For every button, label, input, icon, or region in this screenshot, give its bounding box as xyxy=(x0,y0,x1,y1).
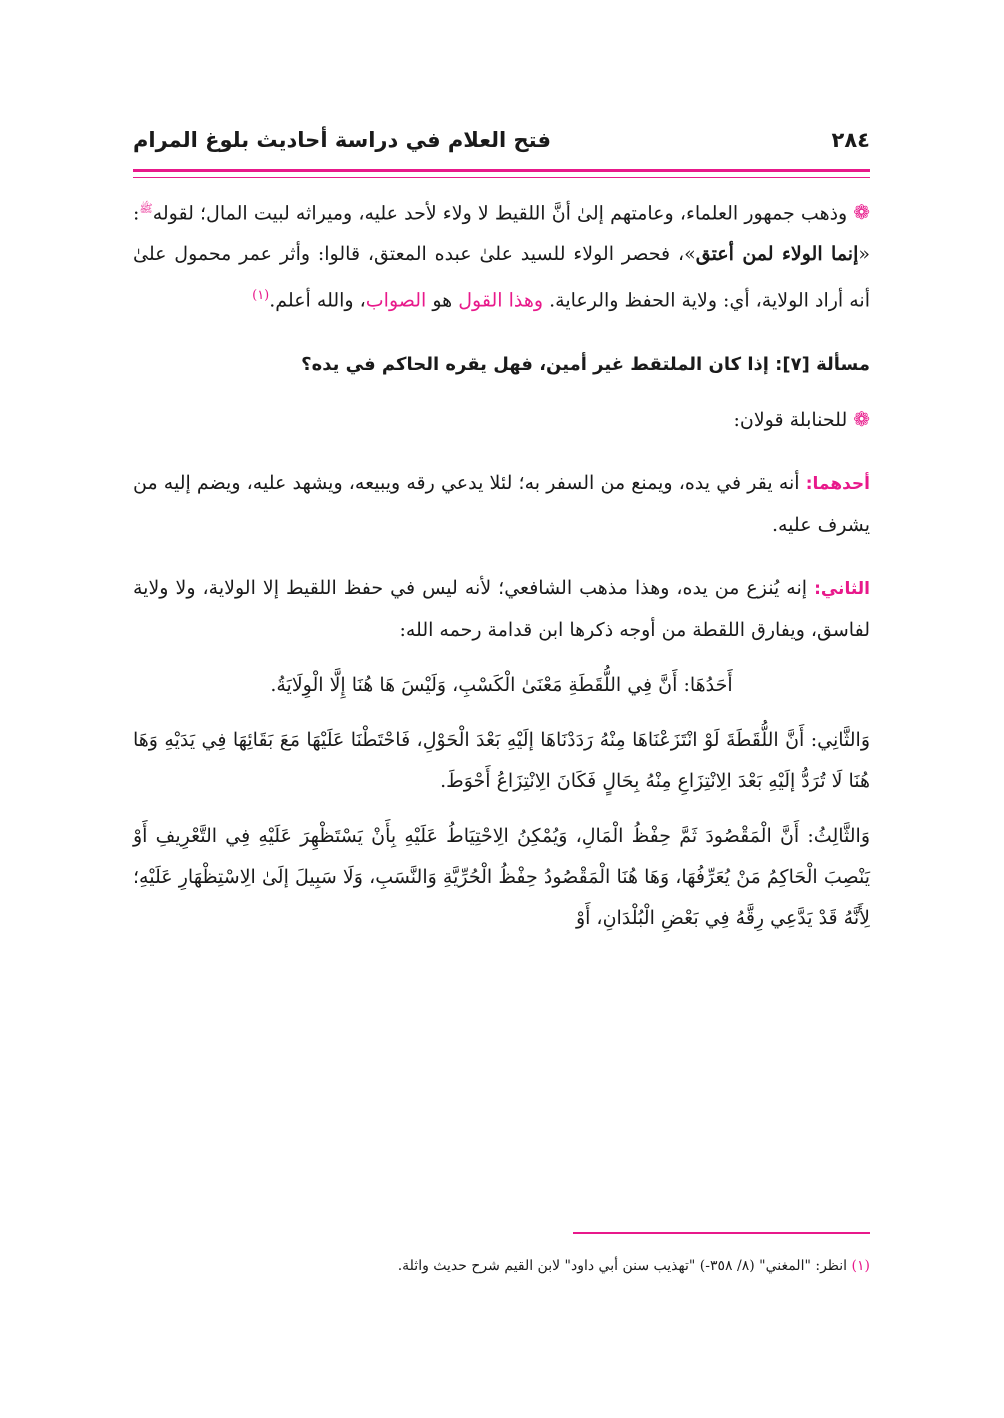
book-title: فتح العلام في دراسة أحاديث بلوغ المرام xyxy=(133,128,551,152)
paragraph-text: ، والله أعلم. xyxy=(269,289,366,312)
hadith-quote: إنما الولاء لمن أعتق xyxy=(695,243,859,266)
header-rule-thin xyxy=(133,177,870,178)
honorific-icon: ﷺ xyxy=(139,202,153,215)
flower-icon: ❁ xyxy=(853,200,870,225)
paragraph-text: للحنابلة قولان: xyxy=(733,408,848,431)
paragraph-text: هو xyxy=(432,289,453,312)
issue-heading: مسألة [٧]: إذا كان الملتقط غير أمين، فهل يقره الحاكم في يده؟ xyxy=(301,353,870,375)
footnote-marker: (١) xyxy=(252,288,270,304)
header-rule-thick xyxy=(133,169,870,172)
paragraph-two-views xyxy=(133,399,870,441)
page-number: ٢٨٤ xyxy=(831,128,870,152)
view-label: أحدهما: xyxy=(805,473,870,494)
quote-third-difference: وَالثَّالِثُ: أَنَّ الْمَقْصُودَ ثَمَّ حِفْظُ الْمَالِ، وَيُمْكِنُ الِاحْتِيَاطُ عَلَيْهِ بِأَنْ يَسْتَظْهِرَ عَلَيْهِ فِي التَّعْرِيفِ أَوْ يَنْصِبَ الْحَاكِمُ مَنْ يُعَرِّفُهَا، وَهَا هُنَا الْمَقْصُودُ حِفْظُ الْحُرِّيَّةِ وَالنَّسَبِ، وَلَا سَبِيلَ إلَىٰ الِاسْتِظْهَارِ عَلَيْهِ؛ لِأَنَّهُ قَدْ يَدَّعِي رِقَّهُ فِي بَعْضِ الْبُلْدَانِ، أَوْ xyxy=(133,824,870,929)
paragraph-text: أنه يقر في يده، ويمنع من السفر به؛ لئلا يدعي رقه ويبيعه، ويشهد عليه، ويضم إليه من يشرف عليه. xyxy=(133,471,870,536)
flower-icon: ❁ xyxy=(853,406,870,431)
footnote-rule xyxy=(573,1232,870,1234)
paragraph-text: »، فحصر الولاء للسيد علىٰ عبده المعتق، قالوا: وأثر عمر محمول علىٰ أنه أراد الولاية، أي: ولاية الحفظ والرعاية. xyxy=(133,243,870,312)
paragraph-first-view xyxy=(133,463,870,546)
paragraph-second-view xyxy=(133,568,870,651)
paragraph-majority-view xyxy=(133,188,870,322)
paragraph-text: : « xyxy=(133,202,870,266)
running-header xyxy=(133,128,870,164)
paragraph-text: وذهب جمهور العلماء، وعامتهم إلىٰ أنَّ اللقيط لا ولاء لأحد عليه، وميراثه لبيت المال؛ لقوله xyxy=(152,202,848,225)
quote-second-difference: وَالثَّانِي: أَنَّ اللُّقَطَةَ لَوْ انْتَزَعْنَاهَا مِنْهُ رَدَدْنَاهَا إلَيْهِ بَعْدَ الْحَوْلِ، فَاحْتَطْنَا عَلَيْهَا مَعَ بَقَائِهَا فِي يَدَيْهِ وَهَا هُنَا لَا تُرَدُّ إلَيْهِ بَعْدَ الِانْتِزَاعِ مِنْهُ بِحَالٍ فَكَانَ الِانْتِزَاعُ أَحْوَطَ. xyxy=(133,728,870,792)
quote-first-difference: أَحَدُهَا: أَنَّ فِي اللُّقَطَةِ مَعْنَىٰ الْكَسْبِ، وَلَيْسَ هَا هُنَا إِلَّا الْوِلَايَةُ. xyxy=(270,673,733,696)
footnote xyxy=(133,1254,870,1278)
view-label: الثاني: xyxy=(814,578,870,599)
highlight-phrase: الصواب xyxy=(365,289,427,312)
footnote-text: انظر: "المغني" (٨/ ٣٥٨-) "تهذيب سنن أبي داود" لابن القيم شرح حديث واثلة. xyxy=(397,1258,848,1274)
highlight-phrase: وهذا القول xyxy=(458,289,544,312)
main-text xyxy=(133,188,870,939)
paragraph-text: إنه يُنزع من يده، وهذا مذهب الشافعي؛ لأنه ليس في حفظ اللقيط إلا الولاية، ولا ولاية لفاسق، ويفارق اللقطة من أوجه ذكرها ابن قدامة رحمه الله: xyxy=(133,576,870,641)
footnote-number: (١) xyxy=(851,1258,870,1274)
